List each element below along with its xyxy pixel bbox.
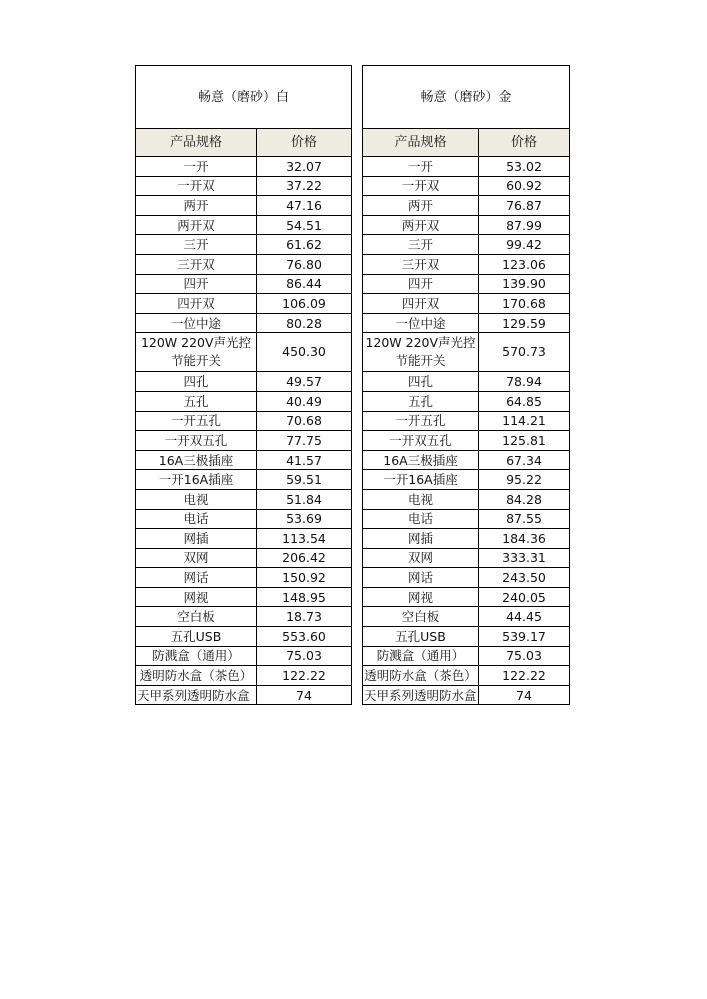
price-cell: 122.22 [257, 666, 352, 686]
table-row [363, 196, 570, 216]
spec-cell: 透明防水盒（茶色） [136, 666, 257, 686]
table-row [136, 607, 352, 627]
price-cell: 113.54 [257, 529, 352, 549]
table-row [363, 587, 570, 607]
spec-cell: 五孔USB [136, 627, 257, 647]
price-cell: 87.55 [479, 509, 570, 529]
price-cell: 99.42 [479, 235, 570, 255]
table-row [363, 509, 570, 529]
price-cell: 70.68 [257, 411, 352, 431]
table-title: 畅意（磨砂）白 [136, 66, 352, 129]
table-row [136, 450, 352, 470]
price-cell: 139.90 [479, 274, 570, 294]
table-row [363, 529, 570, 549]
price-cell: 78.94 [479, 372, 570, 392]
price-cell: 106.09 [257, 294, 352, 314]
spec-cell: 电话 [363, 509, 479, 529]
price-cell: 76.87 [479, 196, 570, 216]
table-row [363, 627, 570, 647]
table-row [136, 529, 352, 549]
table-row [363, 666, 570, 686]
spec-cell: 双网 [136, 548, 257, 568]
spec-cell: 四孔 [363, 372, 479, 392]
spec-cell: 两开双 [363, 215, 479, 235]
spec-cell: 防溅盒（通用） [363, 646, 479, 666]
price-cell: 40.49 [257, 391, 352, 411]
spec-cell: 一开双 [363, 176, 479, 196]
price-cell: 41.57 [257, 450, 352, 470]
spec-cell: 电视 [363, 489, 479, 509]
price-cell: 64.85 [479, 391, 570, 411]
table-row [136, 646, 352, 666]
table-body [136, 157, 352, 705]
table-row [136, 666, 352, 686]
spec-cell: 天甲系列透明防水盒 [136, 685, 257, 705]
price-cell: 240.05 [479, 587, 570, 607]
price-cell: 122.22 [479, 666, 570, 686]
spec-cell: 网话 [136, 568, 257, 588]
price-cell: 450.30 [257, 333, 352, 372]
spec-cell: 一开双 [136, 176, 257, 196]
spec-cell: 一开五孔 [136, 411, 257, 431]
spec-cell: 四孔 [136, 372, 257, 392]
table-row [136, 333, 352, 372]
spec-cell: 三开双 [136, 254, 257, 274]
spec-cell: 天甲系列透明防水盒 [363, 685, 479, 705]
table-row [363, 313, 570, 333]
table-row [363, 294, 570, 314]
table-row [363, 254, 570, 274]
spec-cell: 五孔 [363, 391, 479, 411]
table-row [363, 215, 570, 235]
price-cell: 60.92 [479, 176, 570, 196]
spec-cell: 电视 [136, 489, 257, 509]
table-row [136, 587, 352, 607]
spec-cell: 一开双五孔 [363, 431, 479, 451]
price-cell: 32.07 [257, 157, 352, 177]
price-cell: 59.51 [257, 470, 352, 490]
spec-cell: 三开双 [363, 254, 479, 274]
spec-cell: 一开 [363, 157, 479, 177]
price-cell: 570.73 [479, 333, 570, 372]
price-cell: 333.31 [479, 548, 570, 568]
spec-cell: 电话 [136, 509, 257, 529]
table-row [363, 607, 570, 627]
table-row [363, 568, 570, 588]
spec-cell: 网视 [363, 587, 479, 607]
spec-cell: 三开 [363, 235, 479, 255]
price-cell: 553.60 [257, 627, 352, 647]
spec-cell: 一开五孔 [363, 411, 479, 431]
table-row [136, 470, 352, 490]
table-row [136, 254, 352, 274]
spec-cell: 16A三极插座 [136, 450, 257, 470]
table-row [136, 627, 352, 647]
table-row [363, 470, 570, 490]
spec-cell: 双网 [363, 548, 479, 568]
price-cell: 114.21 [479, 411, 570, 431]
table-row [363, 176, 570, 196]
price-cell: 77.75 [257, 431, 352, 451]
price-cell: 47.16 [257, 196, 352, 216]
table-row [136, 313, 352, 333]
table-body [363, 157, 570, 705]
table-row [136, 548, 352, 568]
spec-cell: 一位中途 [136, 313, 257, 333]
price-cell: 80.28 [257, 313, 352, 333]
table-row [136, 411, 352, 431]
column-header-spec: 产品规格 [363, 129, 479, 157]
spec-cell: 五孔 [136, 391, 257, 411]
price-cell: 123.06 [479, 254, 570, 274]
table-row [136, 294, 352, 314]
price-cell: 539.17 [479, 627, 570, 647]
spec-cell: 两开双 [136, 215, 257, 235]
price-cell: 74 [479, 685, 570, 705]
table-row [136, 176, 352, 196]
spec-cell: 120W 220V声光控节能开关 [136, 333, 257, 372]
price-cell: 184.36 [479, 529, 570, 549]
table-row [363, 372, 570, 392]
price-cell: 67.34 [479, 450, 570, 470]
spec-cell: 两开 [363, 196, 479, 216]
table-row [363, 274, 570, 294]
table-row [136, 431, 352, 451]
price-cell: 74 [257, 685, 352, 705]
table-row [363, 333, 570, 372]
table-row [136, 274, 352, 294]
price-cell: 86.44 [257, 274, 352, 294]
spec-cell: 四开双 [363, 294, 479, 314]
price-cell: 61.62 [257, 235, 352, 255]
price-cell: 170.68 [479, 294, 570, 314]
price-cell: 129.59 [479, 313, 570, 333]
table-row [363, 235, 570, 255]
table-row [363, 450, 570, 470]
price-cell: 87.99 [479, 215, 570, 235]
column-header-spec: 产品规格 [136, 129, 257, 157]
table-row [363, 391, 570, 411]
column-header-price: 价格 [257, 129, 352, 157]
price-cell: 37.22 [257, 176, 352, 196]
table-row [136, 235, 352, 255]
price-table-white [135, 65, 352, 705]
price-cell: 95.22 [479, 470, 570, 490]
table-row [363, 431, 570, 451]
table-row [363, 646, 570, 666]
spec-cell: 16A三极插座 [363, 450, 479, 470]
price-cell: 44.45 [479, 607, 570, 627]
price-cell: 243.50 [479, 568, 570, 588]
spec-cell: 120W 220V声光控节能开关 [363, 333, 479, 372]
spec-cell: 五孔USB [363, 627, 479, 647]
price-cell: 75.03 [479, 646, 570, 666]
spec-cell: 防溅盒（通用） [136, 646, 257, 666]
spec-cell: 网话 [363, 568, 479, 588]
table-row [136, 509, 352, 529]
price-cell: 206.42 [257, 548, 352, 568]
price-table-gold [362, 65, 570, 705]
spec-cell: 四开 [363, 274, 479, 294]
table-row [363, 685, 570, 705]
table-row [136, 568, 352, 588]
spec-cell: 一开 [136, 157, 257, 177]
price-cell: 53.69 [257, 509, 352, 529]
table-row [136, 215, 352, 235]
spec-cell: 一开16A插座 [363, 470, 479, 490]
table-title: 畅意（磨砂）金 [363, 66, 570, 129]
table-row [363, 489, 570, 509]
price-cell: 54.51 [257, 215, 352, 235]
spec-cell: 四开 [136, 274, 257, 294]
price-cell: 51.84 [257, 489, 352, 509]
price-cell: 76.80 [257, 254, 352, 274]
price-cell: 84.28 [479, 489, 570, 509]
spec-cell: 透明防水盒（茶色） [363, 666, 479, 686]
spec-cell: 一位中途 [363, 313, 479, 333]
price-cell: 75.03 [257, 646, 352, 666]
table-row [363, 411, 570, 431]
price-cell: 49.57 [257, 372, 352, 392]
price-cell: 125.81 [479, 431, 570, 451]
price-cell: 53.02 [479, 157, 570, 177]
spec-cell: 三开 [136, 235, 257, 255]
table-row [136, 372, 352, 392]
table-row [136, 391, 352, 411]
spec-cell: 空白板 [136, 607, 257, 627]
table-row [136, 489, 352, 509]
spec-cell: 两开 [136, 196, 257, 216]
spec-cell: 网插 [136, 529, 257, 549]
spec-cell: 网视 [136, 587, 257, 607]
spec-cell: 空白板 [363, 607, 479, 627]
spec-cell: 一开双五孔 [136, 431, 257, 451]
table-row [136, 685, 352, 705]
table-row [136, 196, 352, 216]
table-row [136, 157, 352, 177]
price-cell: 150.92 [257, 568, 352, 588]
spec-cell: 一开16A插座 [136, 470, 257, 490]
spec-cell: 网插 [363, 529, 479, 549]
column-header-price: 价格 [479, 129, 570, 157]
price-cell: 18.73 [257, 607, 352, 627]
table-row [363, 548, 570, 568]
table-row [363, 157, 570, 177]
spec-cell: 四开双 [136, 294, 257, 314]
price-cell: 148.95 [257, 587, 352, 607]
